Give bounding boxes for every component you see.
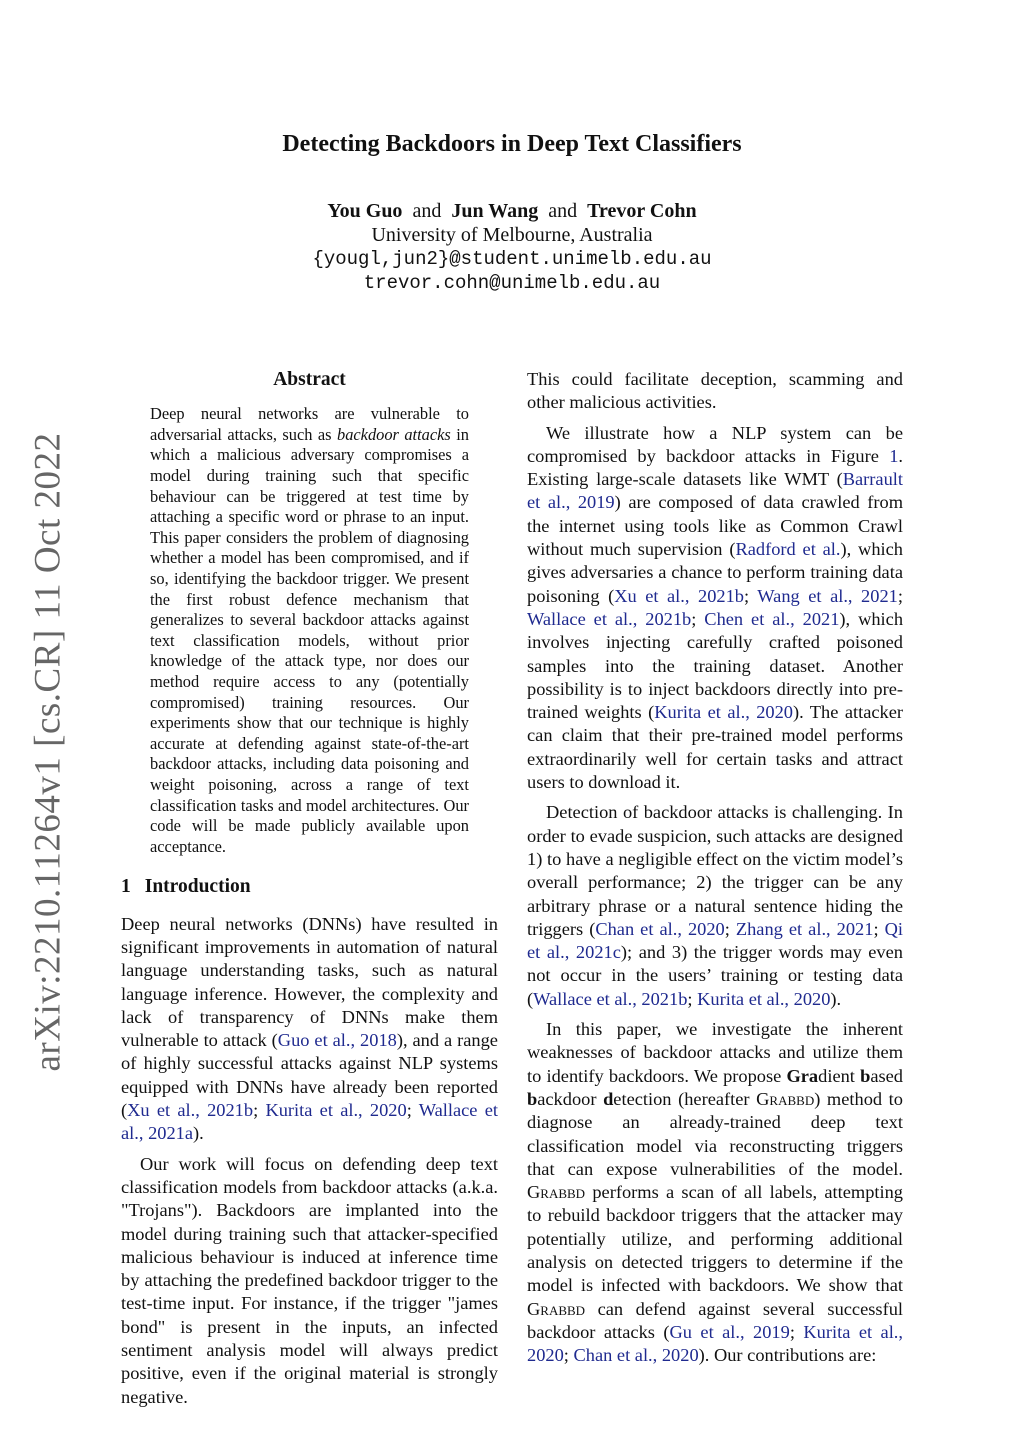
method-name: Grabbd — [527, 1182, 586, 1203]
method-name: Grabbd — [527, 1298, 586, 1319]
author-separator: and — [548, 200, 578, 222]
arxiv-sidebar — [27, 432, 69, 1072]
body-paragraph-1: We illustrate how a NLP system can be compromised by backdoor attacks in Figure 1. Existing large-scale datasets like WMT (Barrault et al., 2019) are composed of data crawled from the internet using tools like as Common Crawl without much supervision (Radford et al.), which gives adversaries a chance to perform training data poisoning (Xu et al., 2021b; Wang et al., 2021; Wallace et al., 2021b; Chen et al., 2021), which involves injecting carefully crafted poisoned samples into the training dataset. Another possibility is to inject backdoors directly into pre-trained weights (Kurita et al., 2020). The attacker can claim that their pre-trained model performs extraordinarily well for certain tasks and attract users to download it. — [527, 422, 904, 793]
body-paragraph-3: In this paper, we investigate the inherent weaknesses of backdoor attacks and utilize them to identify backdoors. We propose Gradient based backdoor detection (hereafter Grabbd) method to diagnose an already-trained deep text classification model via reconstructing triggers that can expose vulnerabilities of the model. Grabbd performs a scan of all labels, attempting to rebuild backdoor triggers that the attacker may potentially utilize, and performing additional analysis on detected triggers to determine if the model is infected with backdoors. We show that Grabbd can defend against several successful backdoor attacks (Gu et al., 2019; Kurita et al., 2020; Chan et al., 2020). Our contributions are: — [527, 1019, 904, 1366]
citation-link[interactable]: Chen et al., 2021 — [704, 608, 840, 629]
author-block — [0, 199, 1024, 295]
author-name: Jun Wang — [451, 200, 539, 222]
citation-link[interactable]: Wallace et al., 2021a — [121, 1100, 498, 1144]
continued-paragraph: This could facilitate deception, scamming and other malicious activities. — [527, 369, 903, 413]
citation-link[interactable]: Kurita et al., 2020 — [697, 988, 831, 1009]
citation-link[interactable]: Radford et al. — [735, 539, 841, 560]
citation-link[interactable]: Chan et al., 2020 — [595, 918, 725, 939]
method-name: Grabbd — [756, 1088, 815, 1109]
acronym-letters: Gra — [786, 1065, 819, 1086]
figure-reference-link[interactable]: 1 — [889, 445, 899, 466]
author-separator: and — [412, 200, 442, 222]
abstract-paragraph: Deep neural networks are vulnerable to adversarial attacks, such as backdoor attacks in which a malicious adversary compromises a model during training such that specific behaviour can be triggered at test time by attaching a specific word or phrase to an input. This paper considers the problem of diagnosing whether a model has been compromised, and if so, identifying the backdoor trigger. We present the first robust defence mechanism that generalizes to several backdoor attacks against text classification models, without prior knowledge of the attack type, nor does our method require access to any (potentially compromised) training resources. Our experiments show that our technique is highly accurate at defending against state-of-the-art backdoor attacks, including data poisoning and weight poisoning, across a range of text classification tasks and model architectures. Our code will be made publicly available upon acceptance. — [150, 404, 469, 856]
right-column — [527, 368, 903, 1367]
citation-link[interactable]: Wallace et al., 2021b — [527, 608, 692, 629]
author-name: Trevor Cohn — [587, 200, 697, 222]
citation-link[interactable]: Gu et al., 2019 — [669, 1321, 790, 1342]
affiliation: University of Melbourne, Australia — [371, 224, 653, 246]
citation-link[interactable]: Guo et al., 2018 — [277, 1030, 397, 1051]
citation-link[interactable]: Wang et al., 2021 — [757, 585, 898, 606]
paper-title: Detecting Backdoors in Deep Text Classifiers — [282, 131, 742, 157]
abstract-emphasis: backdoor attacks — [337, 424, 451, 444]
acronym-letters: b — [860, 1065, 871, 1086]
body-paragraph-2: Detection of backdoor attacks is challenging. In order to evade suspicion, such attacks are designed 1) to have a negligible effect on the victim model’s overall performance; 2) the trigger can be any arbitrary phrase or a natural sentence hiding the triggers (Chan et al., 2020; Zhang et al., 2021; Qi et al., 2021c); and 3) the trigger words may even not occur in the users’ training or testing data (Wallace et al., 2021b; Kurita et al., 2020). — [527, 802, 903, 1009]
citation-link[interactable]: Barrault et al., 2019 — [527, 469, 903, 513]
citation-link[interactable]: Xu et al., 2021b — [614, 585, 744, 606]
intro-paragraph-2: Our work will focus on defending deep text classification models from backdoor attacks (a.k.a. "Trojans"). Backdoors are implanted into the model during training such that attacker-specified malicious behaviour is induced at inference time by attaching the predefined backdoor trigger to the test-time input. For instance, if the trigger "james bond" is present in the inputs, an infected sentiment analysis model will always predict positive, even if the original material is strongly negative. — [121, 1153, 498, 1407]
left-column — [121, 368, 498, 1409]
abstract-body — [150, 404, 469, 857]
citation-link[interactable]: Chan et al., 2020 — [573, 1345, 699, 1366]
citation-link[interactable]: Qi et al., 2021c — [527, 918, 903, 963]
acronym-letters: d — [603, 1088, 614, 1109]
citation-link[interactable]: Kurita et al., 2020 — [265, 1100, 407, 1121]
section-heading — [121, 875, 498, 898]
section-number: 1 — [121, 876, 131, 898]
abstract-heading: Abstract — [273, 369, 346, 390]
acronym-letters: b — [527, 1088, 538, 1109]
email-supervisor: trevor.cohn@unimelb.edu.au — [363, 272, 661, 294]
arxiv-identifier: arXiv:2210.11264v1 [cs.CR] 11 Oct 2022 — [27, 432, 69, 1072]
citation-link[interactable]: Xu et al., 2021b — [127, 1100, 254, 1121]
citation-link[interactable]: Kurita et al., 2020 — [654, 702, 793, 723]
author-line — [0, 199, 1024, 223]
email-students: {yougl,jun2}@student.unimelb.edu.au — [312, 248, 712, 270]
citation-link[interactable]: Kurita et al., 2020 — [527, 1321, 903, 1366]
intro-paragraph-1: Deep neural networks (DNNs) have resulted in significant improvements in automation of natural language understanding tasks, such as natural language inference. However, the complexity and lack of transparency of DNNs make them vulnerable to attack (Guo et al., 2018), and a range of highly successful attacks against NLP systems equipped with DNNs have already been reported (Xu et al., 2021b; Kurita et al., 2020; Wallace et al., 2021a). — [121, 913, 498, 1144]
citation-link[interactable]: Wallace et al., 2021b — [533, 988, 688, 1009]
author-name: You Guo — [327, 200, 403, 222]
citation-link[interactable]: Zhang et al., 2021 — [735, 918, 874, 939]
section-title: Introduction — [144, 876, 251, 898]
